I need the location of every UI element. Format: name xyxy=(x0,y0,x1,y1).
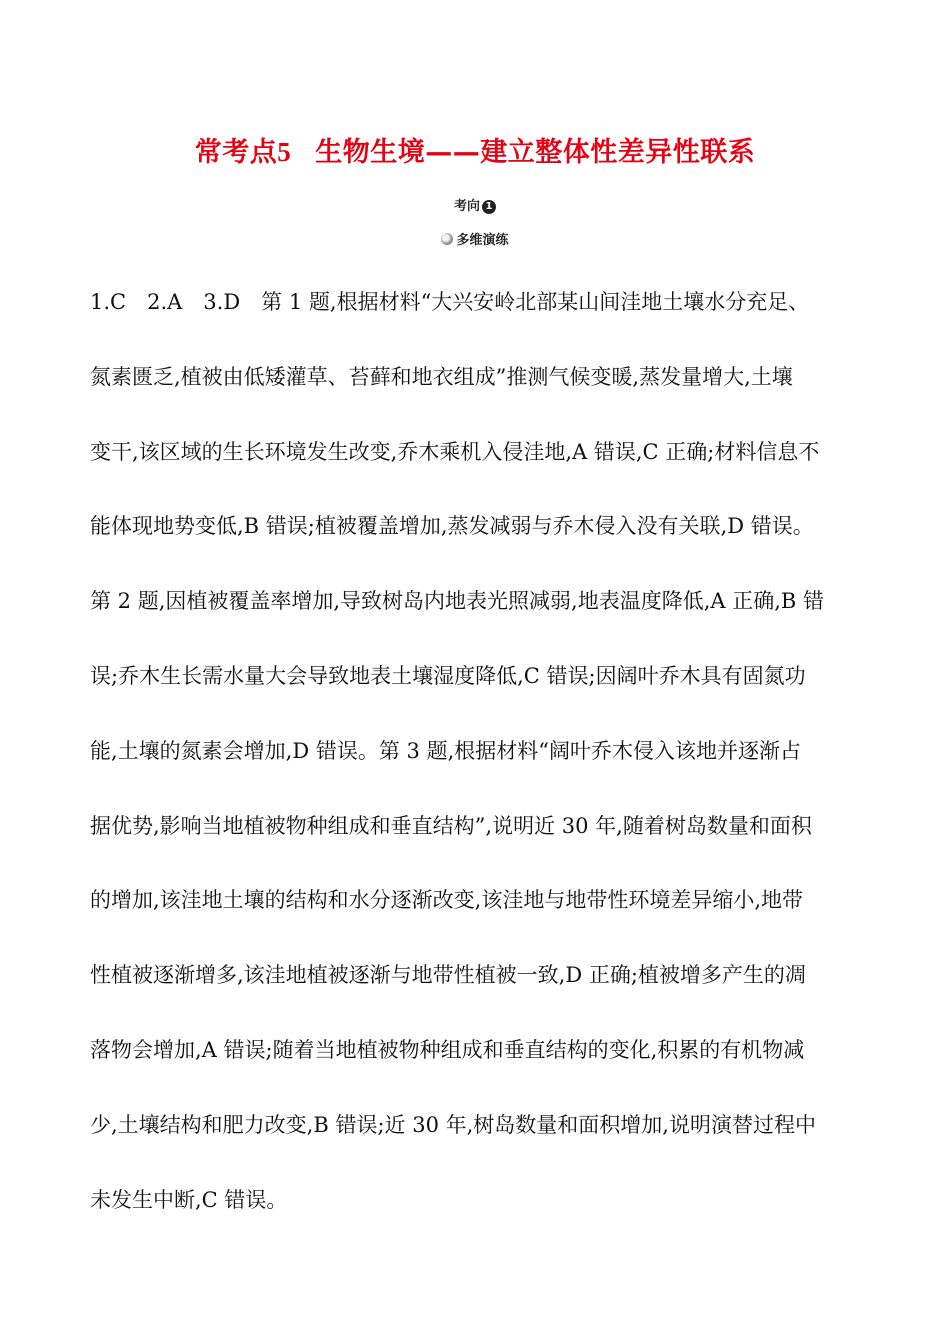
number-badge: 1 xyxy=(482,200,496,214)
answer-line: 落物会增加,A 错误;随着当地植被物种组成和垂直结构的变化,积累的有机物减 xyxy=(90,1037,805,1062)
page-title xyxy=(0,130,950,169)
section-heading xyxy=(0,229,950,248)
answer-line: 的增加,该洼地土壤的结构和水分逐渐改变,该洼地与地带性环境差异缩小,地带 xyxy=(90,888,804,913)
answer-line: 未发生中断,C 错误。 xyxy=(90,1187,288,1212)
title-number: 5 xyxy=(277,137,292,167)
answer-line: 第 2 题,因植被覆盖率增加,导致树岛内地表光照减弱,地表温度降低,A 正确,B 错 xyxy=(90,589,825,614)
answer-explanation xyxy=(90,265,860,1237)
section-heading-label: 多维演练 xyxy=(456,233,509,248)
answer-line: 变干,该区域的生长环境发生改变,乔木乘机入侵洼地,A 错误,C 正确;材料信息不 xyxy=(90,439,820,464)
answer-line: 能,土壤的氮素会增加,D 错误。第 3 题,根据材料“阔叶乔木侵入该地并逐渐占 xyxy=(90,738,801,763)
answer-line: 误;乔木生长需水量大会导致地表土壤湿度降低,C 错误;因阔叶乔木具有固氮功 xyxy=(90,663,806,688)
title-main: 生物生境——建立整体性差异性联系 xyxy=(315,137,756,168)
answer-line: 能体现地势变低,B 错误;植被覆盖增加,蒸发减弱与乔木侵入没有关联,D 错误。 xyxy=(90,514,814,539)
answer-line: 氮素匮乏,植被由低矮灌草、苔藓和地衣组成”推测气候变暖,蒸发量增大,土壤 xyxy=(90,364,793,389)
answer-line: 1.C 2.A 3.D 第 1 题,根据材料“大兴安岭北部某山间洼地土壤水分充足、 xyxy=(90,290,810,314)
subheading xyxy=(0,195,950,214)
answer-line: 少,土壤结构和肥力改变,B 错误;近 30 年,树岛数量和面积增加,说明演替过程中 xyxy=(90,1112,816,1137)
section-dot-icon xyxy=(441,233,453,245)
title-prefix: 常考点 xyxy=(194,137,278,168)
subheading-label: 考向 xyxy=(453,199,480,214)
answer-line: 性植被逐渐增多,该洼地植被逐渐与地带性植被一致,D 正确;植被增多产生的凋 xyxy=(90,963,806,988)
answer-line: 据优势,影响当地植被物种组成和垂直结构”,说明近 30 年,随着树岛数量和面积 xyxy=(90,813,812,838)
